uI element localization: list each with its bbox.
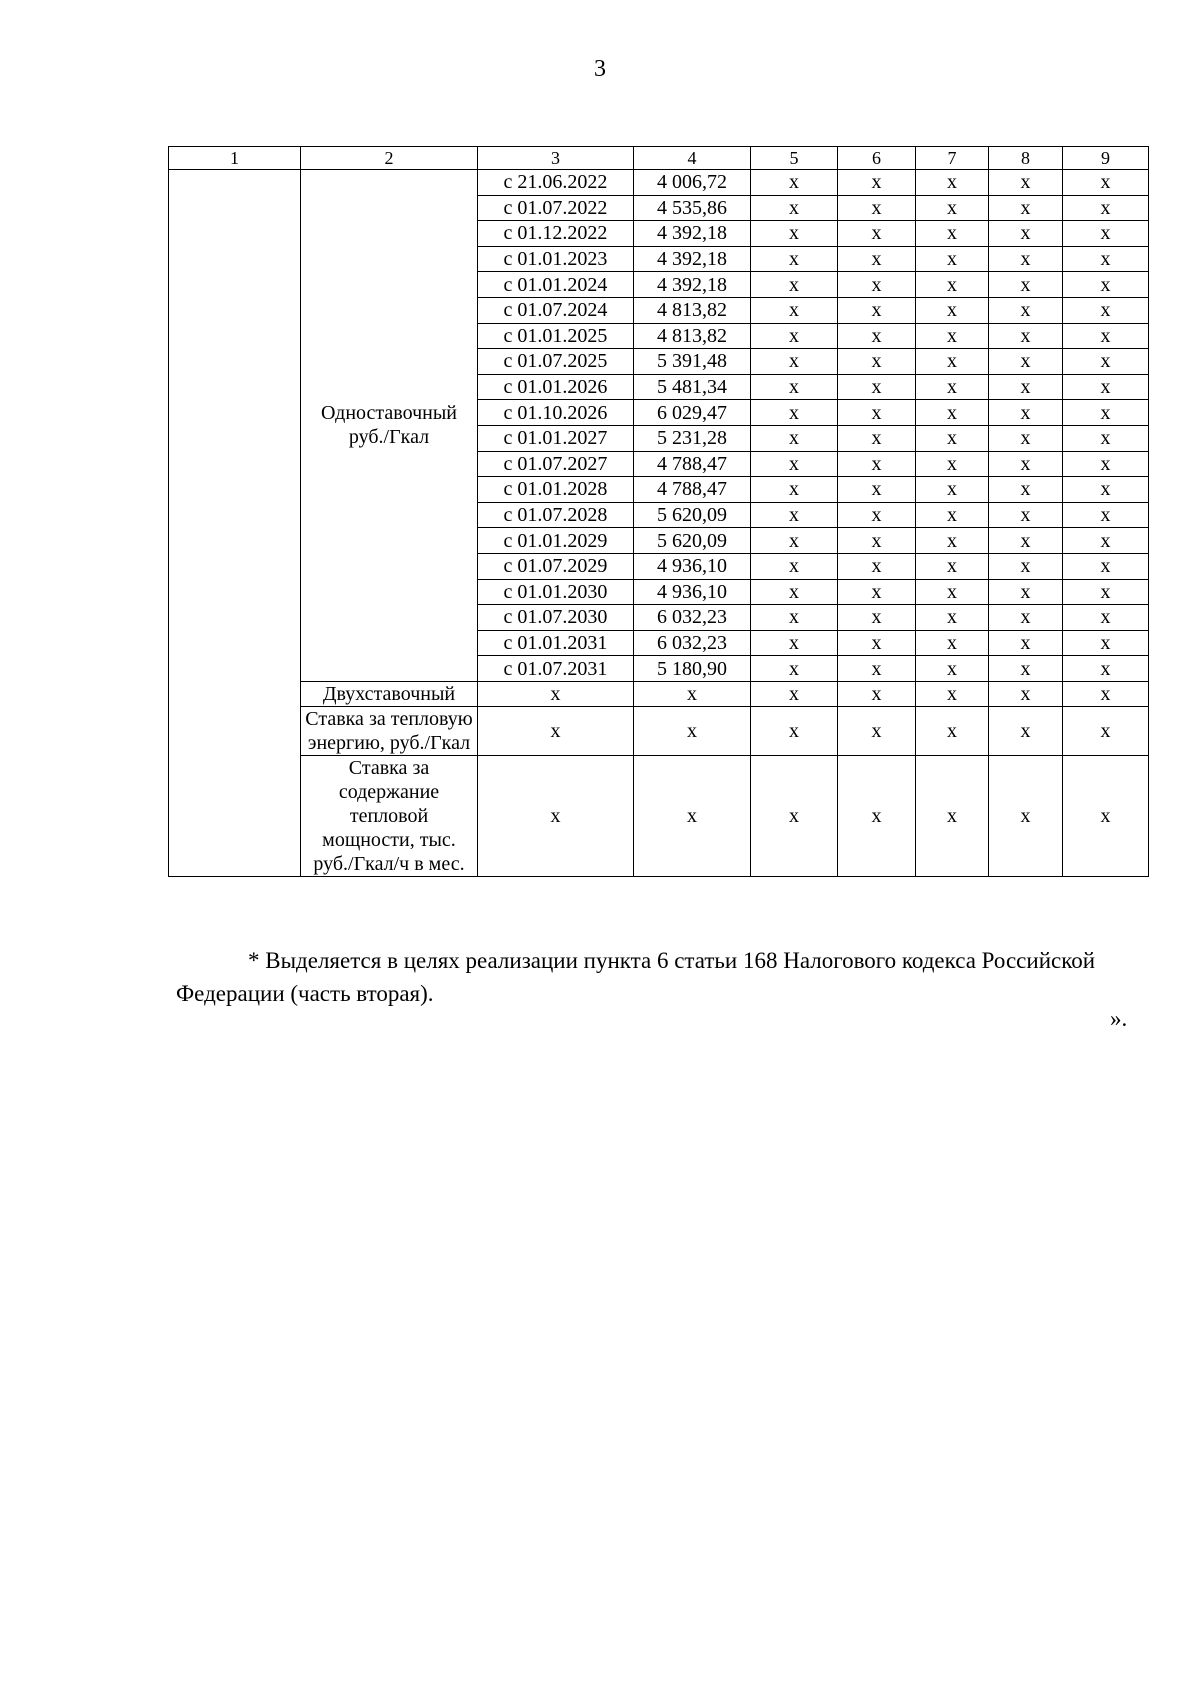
date-cell: с 01.10.2026: [478, 400, 634, 426]
x-mark-cell: х: [751, 756, 838, 877]
x-mark-cell: х: [751, 502, 838, 528]
x-mark-cell: х: [838, 707, 916, 756]
x-mark-cell: х: [838, 656, 916, 682]
column-header: 8: [989, 147, 1063, 170]
x-mark-cell: х: [916, 681, 989, 707]
x-mark-cell: х: [751, 451, 838, 477]
x-mark-cell: х: [989, 297, 1063, 323]
value-cell: 6 029,47: [634, 400, 751, 426]
x-mark-cell: х: [751, 477, 838, 503]
x-mark-cell: х: [989, 400, 1063, 426]
x-mark-cell: х: [838, 246, 916, 272]
x-mark-cell: х: [751, 553, 838, 579]
x-mark-cell: х: [838, 323, 916, 349]
value-cell: 4 392,18: [634, 246, 751, 272]
x-mark-cell: х: [1063, 451, 1149, 477]
x-mark-cell: х: [989, 170, 1063, 196]
x-mark-cell: х: [989, 756, 1063, 877]
x-mark-cell: х: [1063, 425, 1149, 451]
x-mark-cell: х: [916, 195, 989, 221]
date-cell: с 01.01.2028: [478, 477, 634, 503]
value-cell: 4 788,47: [634, 477, 751, 503]
x-mark-cell: х: [916, 707, 989, 756]
value-cell: 4 392,18: [634, 221, 751, 247]
x-mark-cell: х: [838, 221, 916, 247]
x-mark-cell: х: [916, 502, 989, 528]
column-header: 5: [751, 147, 838, 170]
x-mark-cell: х: [1063, 681, 1149, 707]
x-mark-cell: х: [1063, 400, 1149, 426]
date-cell: с 01.01.2024: [478, 272, 634, 298]
x-mark-cell: х: [751, 195, 838, 221]
heat-rate-label: Ставка за тепловую энергию, руб./Гкал: [301, 707, 478, 756]
date-cell: с 01.07.2028: [478, 502, 634, 528]
footnote-text: * Выделяется в целях реализации пункта 6 статьи 168 Налогового кодекса Российской Федерации (часть вторая).: [176, 948, 1096, 1006]
x-mark-cell: х: [916, 605, 989, 631]
x-mark-cell: х: [1063, 195, 1149, 221]
date-cell: с 01.07.2029: [478, 553, 634, 579]
one-rate-label: Одноставочный руб./Гкал: [301, 170, 478, 682]
date-cell: с 01.07.2031: [478, 656, 634, 682]
value-cell: 4 936,10: [634, 579, 751, 605]
table-header-row: [169, 147, 1149, 170]
page-number: 3: [594, 56, 606, 82]
x-mark-cell: х: [1063, 707, 1149, 756]
x-mark-cell: х: [838, 605, 916, 631]
x-mark-cell: х: [838, 528, 916, 554]
value-cell: 4 392,18: [634, 272, 751, 298]
x-mark-cell: х: [989, 272, 1063, 298]
x-mark-cell: х: [751, 272, 838, 298]
value-cell: 5 620,09: [634, 528, 751, 554]
x-mark-cell: х: [989, 195, 1063, 221]
date-cell: с 01.01.2031: [478, 630, 634, 656]
x-mark-cell: х: [751, 605, 838, 631]
x-mark-cell: х: [634, 707, 751, 756]
table-row: [169, 707, 1149, 756]
x-mark-cell: х: [1063, 374, 1149, 400]
x-mark-cell: х: [989, 707, 1063, 756]
x-mark-cell: х: [751, 170, 838, 196]
x-mark-cell: х: [1063, 579, 1149, 605]
column-header: 7: [916, 147, 989, 170]
date-cell: с 01.07.2030: [478, 605, 634, 631]
column-header: 2: [301, 147, 478, 170]
value-cell: 5 180,90: [634, 656, 751, 682]
x-mark-cell: х: [1063, 349, 1149, 375]
x-mark-cell: х: [1063, 477, 1149, 503]
x-mark-cell: х: [751, 579, 838, 605]
x-mark-cell: х: [1063, 553, 1149, 579]
x-mark-cell: х: [989, 528, 1063, 554]
x-mark-cell: х: [989, 451, 1063, 477]
x-mark-cell: х: [838, 170, 916, 196]
table-row: [169, 170, 1149, 196]
x-mark-cell: х: [1063, 630, 1149, 656]
x-mark-cell: х: [751, 374, 838, 400]
x-mark-cell: х: [916, 477, 989, 503]
column-header: 9: [1063, 147, 1149, 170]
x-mark-cell: х: [989, 605, 1063, 631]
value-cell: 5 391,48: [634, 349, 751, 375]
x-mark-cell: х: [916, 630, 989, 656]
power-rate-label: Ставка за содержание тепловой мощности, тыс. руб./Гкал/ч в мес.: [301, 756, 478, 877]
x-mark-cell: х: [751, 707, 838, 756]
date-cell: с 21.06.2022: [478, 170, 634, 196]
x-mark-cell: х: [751, 630, 838, 656]
date-cell: с 01.07.2024: [478, 297, 634, 323]
x-mark-cell: х: [838, 451, 916, 477]
x-mark-cell: х: [916, 656, 989, 682]
x-mark-cell: х: [989, 579, 1063, 605]
x-mark-cell: х: [1063, 528, 1149, 554]
x-mark-cell: х: [751, 349, 838, 375]
x-mark-cell: х: [634, 681, 751, 707]
date-cell: с 01.01.2027: [478, 425, 634, 451]
x-mark-cell: х: [916, 528, 989, 554]
date-cell: с 01.07.2022: [478, 195, 634, 221]
x-mark-cell: х: [838, 553, 916, 579]
date-cell: с 01.12.2022: [478, 221, 634, 247]
x-mark-cell: х: [478, 756, 634, 877]
x-mark-cell: х: [838, 681, 916, 707]
x-mark-cell: х: [1063, 221, 1149, 247]
x-mark-cell: х: [989, 553, 1063, 579]
x-mark-cell: х: [838, 579, 916, 605]
x-mark-cell: х: [989, 221, 1063, 247]
x-mark-cell: х: [916, 451, 989, 477]
value-cell: 4 813,82: [634, 323, 751, 349]
x-mark-cell: х: [838, 477, 916, 503]
x-mark-cell: х: [838, 756, 916, 877]
x-mark-cell: х: [751, 400, 838, 426]
value-cell: 4 788,47: [634, 451, 751, 477]
date-cell: с 01.01.2025: [478, 323, 634, 349]
tariff-table: [168, 146, 1149, 877]
x-mark-cell: х: [751, 323, 838, 349]
date-cell: с 01.07.2025: [478, 349, 634, 375]
value-cell: 5 620,09: [634, 502, 751, 528]
x-mark-cell: х: [751, 297, 838, 323]
x-mark-cell: х: [1063, 656, 1149, 682]
x-mark-cell: х: [838, 630, 916, 656]
x-mark-cell: х: [838, 272, 916, 298]
x-mark-cell: х: [751, 221, 838, 247]
column-header: 1: [169, 147, 301, 170]
x-mark-cell: х: [989, 246, 1063, 272]
closing-quote: ».: [1110, 1006, 1128, 1031]
x-mark-cell: х: [838, 195, 916, 221]
column-header: 3: [478, 147, 634, 170]
x-mark-cell: х: [1063, 297, 1149, 323]
two-rate-label: Двухставочный: [301, 681, 478, 707]
x-mark-cell: х: [838, 502, 916, 528]
x-mark-cell: х: [989, 630, 1063, 656]
x-mark-cell: х: [751, 528, 838, 554]
x-mark-cell: х: [751, 425, 838, 451]
x-mark-cell: х: [989, 681, 1063, 707]
x-mark-cell: х: [1063, 170, 1149, 196]
x-mark-cell: х: [916, 272, 989, 298]
x-mark-cell: х: [838, 297, 916, 323]
x-mark-cell: х: [751, 656, 838, 682]
date-cell: с 01.01.2029: [478, 528, 634, 554]
x-mark-cell: х: [989, 374, 1063, 400]
col1-merged-cell: [169, 170, 301, 877]
value-cell: 4 006,72: [634, 170, 751, 196]
value-cell: 6 032,23: [634, 605, 751, 631]
x-mark-cell: х: [916, 170, 989, 196]
value-cell: 6 032,23: [634, 630, 751, 656]
x-mark-cell: х: [916, 297, 989, 323]
value-cell: 4 813,82: [634, 297, 751, 323]
x-mark-cell: х: [838, 400, 916, 426]
footnote: [176, 944, 1146, 1010]
date-cell: с 01.01.2030: [478, 579, 634, 605]
x-mark-cell: х: [838, 349, 916, 375]
x-mark-cell: х: [1063, 756, 1149, 877]
column-header: 6: [838, 147, 916, 170]
x-mark-cell: х: [989, 349, 1063, 375]
x-mark-cell: х: [916, 553, 989, 579]
x-mark-cell: х: [838, 425, 916, 451]
x-mark-cell: х: [989, 502, 1063, 528]
x-mark-cell: х: [916, 579, 989, 605]
x-mark-cell: х: [751, 246, 838, 272]
x-mark-cell: х: [634, 756, 751, 877]
x-mark-cell: х: [916, 323, 989, 349]
x-mark-cell: х: [1063, 272, 1149, 298]
table-row: [169, 756, 1149, 877]
x-mark-cell: х: [989, 656, 1063, 682]
x-mark-cell: х: [989, 425, 1063, 451]
x-mark-cell: х: [478, 707, 634, 756]
x-mark-cell: х: [916, 374, 989, 400]
x-mark-cell: х: [989, 477, 1063, 503]
x-mark-cell: х: [478, 681, 634, 707]
x-mark-cell: х: [989, 323, 1063, 349]
x-mark-cell: х: [1063, 502, 1149, 528]
x-mark-cell: х: [916, 246, 989, 272]
x-mark-cell: х: [1063, 605, 1149, 631]
x-mark-cell: х: [916, 425, 989, 451]
column-header: 4: [634, 147, 751, 170]
table-row: [169, 681, 1149, 707]
x-mark-cell: х: [751, 681, 838, 707]
value-cell: 5 481,34: [634, 374, 751, 400]
x-mark-cell: х: [916, 400, 989, 426]
x-mark-cell: х: [916, 756, 989, 877]
value-cell: 4 936,10: [634, 553, 751, 579]
x-mark-cell: х: [1063, 246, 1149, 272]
x-mark-cell: х: [916, 349, 989, 375]
value-cell: 5 231,28: [634, 425, 751, 451]
date-cell: с 01.01.2023: [478, 246, 634, 272]
value-cell: 4 535,86: [634, 195, 751, 221]
x-mark-cell: х: [916, 221, 989, 247]
date-cell: с 01.01.2026: [478, 374, 634, 400]
date-cell: с 01.07.2027: [478, 451, 634, 477]
x-mark-cell: х: [1063, 323, 1149, 349]
x-mark-cell: х: [838, 374, 916, 400]
